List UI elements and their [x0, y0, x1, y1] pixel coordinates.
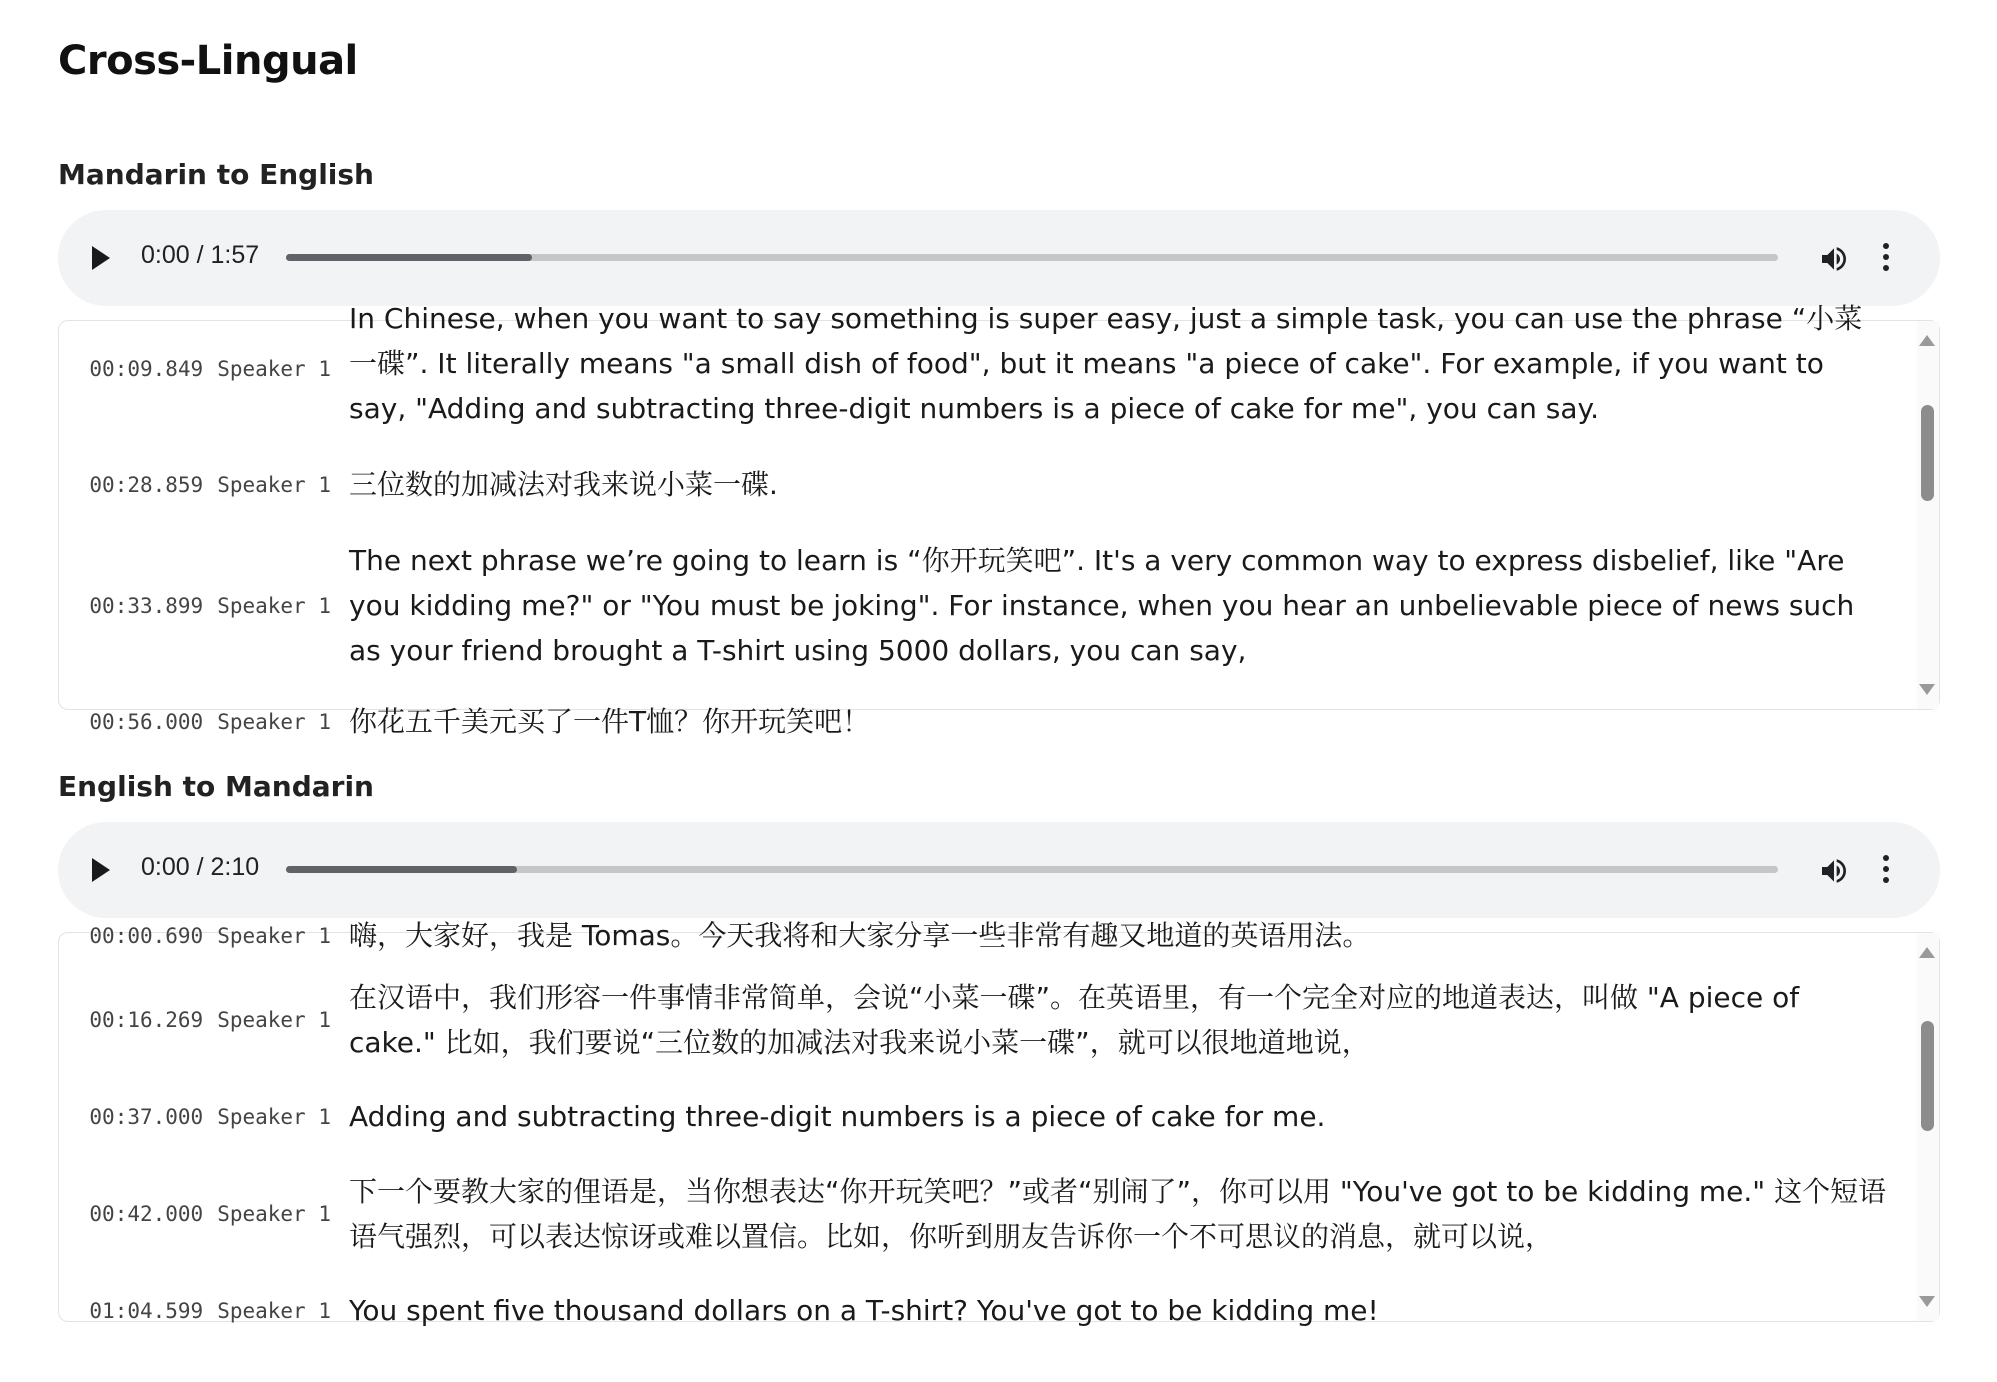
transcript-panel[interactable]	[58, 302, 1940, 738]
time-separator: /	[189, 241, 211, 269]
scrollbar-thumb[interactable]	[1921, 405, 1934, 501]
speaker-label: Speaker 1	[217, 709, 331, 734]
row-meta	[59, 473, 349, 497]
section-title-english-to-mandarin: English to Mandarin	[58, 770, 374, 803]
transcript-row[interactable]	[59, 699, 1917, 744]
transcript-text: 下一个要教大家的俚语是，当你想表达“你开玩笑吧？”或者“别闹了”，你可以用 "You've got to be kidding me." 这个短语语气强烈，可以表达惊讶或难以置信。比如，你听到朋友告诉你一个不可思议的消息，就可以说，	[349, 1175, 1887, 1253]
time-display	[141, 241, 259, 270]
scrollbar[interactable]	[1917, 321, 1939, 709]
row-meta	[59, 1105, 349, 1129]
row-meta	[59, 1202, 349, 1226]
transcript-text: Adding and subtracting three-digit numbers is a piece of cake for me.	[349, 1100, 1326, 1133]
transcript-text: You spent five thousand dollars on a T-shirt? You've got to be kidding me!	[349, 1294, 1379, 1327]
transcript-scroll-area[interactable]	[59, 919, 1917, 1327]
transcript-row[interactable]	[59, 1288, 1917, 1333]
speaker-label: Speaker 1	[217, 593, 331, 618]
more-vert-icon[interactable]	[1880, 855, 1892, 887]
transcript-row[interactable]	[59, 1094, 1917, 1139]
volume-icon[interactable]	[1818, 855, 1850, 887]
timestamp: 00:09.849	[89, 357, 204, 381]
more-vert-icon[interactable]	[1880, 243, 1892, 275]
seek-bar-fill	[286, 866, 517, 873]
timestamp: 00:42.000	[89, 1202, 204, 1226]
transcript-text: 在汉语中，我们形容一件事情非常简单，会说“小菜一碟”。在英语里，有一个完全对应的地道表达，叫做 "A piece of cake." 比如，我们要说“三位数的加减法对我来说小菜一碟”，就可以很地道地说，	[349, 981, 1800, 1059]
timestamp: 00:28.859	[89, 472, 204, 497]
row-meta	[59, 357, 349, 431]
row-meta	[59, 1299, 349, 1323]
scroll-down-arrow-icon[interactable]	[1919, 1296, 1935, 1307]
speaker-label: Speaker 1	[217, 1298, 331, 1323]
current-time: 0:00	[141, 853, 190, 881]
seek-bar-fill	[286, 254, 532, 261]
transcript-row[interactable]	[59, 538, 1917, 673]
audio-player[interactable]	[58, 210, 1940, 306]
transcript-text: 三位数的加减法对我来说小菜一碟.	[349, 468, 778, 501]
seek-bar[interactable]	[286, 254, 1778, 261]
timestamp: 00:00.690	[89, 923, 204, 948]
transcript-text: 你花五千美元买了一件T恤？你开玩笑吧！	[349, 705, 871, 738]
transcript-row[interactable]	[59, 1169, 1917, 1259]
scroll-down-arrow-icon[interactable]	[1919, 684, 1935, 695]
timestamp: 00:16.269	[89, 1008, 204, 1032]
speaker-label: Speaker 1	[217, 923, 331, 948]
speaker-label: Speaker 1	[217, 472, 331, 497]
transcript-row[interactable]	[59, 975, 1917, 1065]
transcript-text: 嗨，大家好，我是 Tomas。今天我将和大家分享一些非常有趣又地道的英语用法。	[349, 919, 1371, 952]
scrollbar-thumb[interactable]	[1921, 1021, 1934, 1131]
row-meta	[59, 924, 349, 948]
scrollbar[interactable]	[1917, 933, 1939, 1321]
section-title-mandarin-to-english: Mandarin to English	[58, 158, 374, 191]
timestamp: 00:37.000	[89, 1104, 204, 1129]
transcript-row[interactable]	[59, 913, 1917, 958]
duration: 1:57	[210, 241, 260, 269]
timestamp: 00:33.899	[89, 593, 204, 618]
row-meta	[59, 594, 349, 618]
transcript-text: In Chinese, when you want to say something is super easy, just a simple task, you can use the phrase “小菜一碟”. It literally means "a small dish of food", but it means "a piece of cake". For example, if you want to say, "Adding and subtracting three-digit numbers is a piece of cake for me", you can say.	[349, 302, 1863, 425]
current-time: 0:00	[141, 241, 190, 269]
volume-icon[interactable]	[1818, 243, 1850, 275]
row-meta	[59, 710, 349, 734]
speaker-label: Speaker 1	[217, 357, 331, 381]
page-title: Cross-Lingual	[58, 38, 358, 84]
speaker-label: Speaker 1	[217, 1104, 331, 1129]
transcript-row[interactable]	[59, 462, 1917, 507]
seek-bar[interactable]	[286, 866, 1778, 873]
time-display	[141, 853, 259, 882]
transcript-text: The next phrase we’re going to learn is “你开玩笑吧”. It's a very common way to express disbelief, like "Are you kidding me?" or "You must be joking". For instance, when you hear an unbelievable piece of news such as your friend brought a T-shirt using 5000 dollars, you can say,	[349, 544, 1855, 667]
scroll-up-arrow-icon[interactable]	[1919, 947, 1935, 958]
duration: 2:10	[210, 853, 260, 881]
speaker-label: Speaker 1	[217, 1008, 331, 1032]
scroll-up-arrow-icon[interactable]	[1919, 335, 1935, 346]
play-icon[interactable]	[92, 858, 110, 882]
time-separator: /	[189, 853, 211, 881]
transcript-row[interactable]	[59, 296, 1917, 431]
speaker-label: Speaker 1	[217, 1202, 331, 1226]
timestamp: 01:04.599	[89, 1298, 204, 1323]
play-icon[interactable]	[92, 246, 110, 270]
row-meta	[59, 1008, 349, 1032]
transcript-scroll-area[interactable]	[59, 302, 1917, 738]
audio-player[interactable]	[58, 822, 1940, 918]
transcript-panel[interactable]	[58, 919, 1940, 1327]
timestamp: 00:56.000	[89, 709, 204, 734]
